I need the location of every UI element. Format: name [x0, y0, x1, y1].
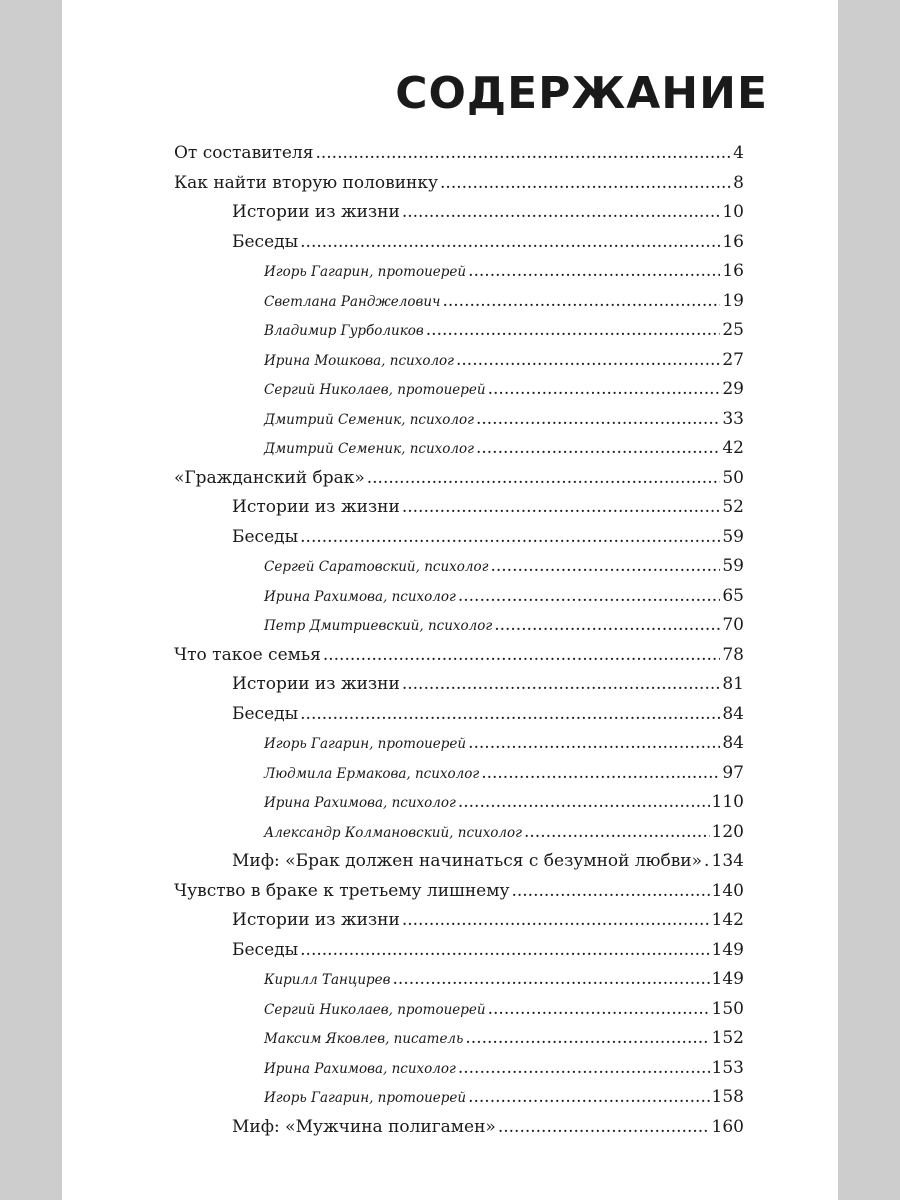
- dot-leader: [393, 969, 710, 989]
- toc-entry-title: Истории из жизни: [232, 674, 400, 694]
- dot-leader: [488, 379, 721, 399]
- toc-entry-page-number: 153: [711, 1057, 744, 1078]
- dot-leader: [440, 173, 731, 193]
- toc-entry: [174, 851, 744, 881]
- toc-entry: [174, 881, 744, 911]
- dot-leader: [300, 527, 720, 547]
- toc-entry-title: Людмила Ермакова, психолог: [264, 765, 480, 782]
- toc-entry-title: Ирина Рахимова, психолог: [264, 588, 456, 605]
- toc-entry-page-number: 16: [722, 231, 744, 252]
- toc-entry-title: Миф: «Брак должен начинаться с безумной любви»: [232, 851, 703, 871]
- toc-entry: [174, 704, 744, 734]
- dot-leader: [511, 881, 709, 901]
- table-of-contents: [174, 143, 744, 1146]
- toc-entry: [174, 556, 744, 586]
- dot-leader: [458, 1058, 710, 1078]
- dot-leader: [498, 1117, 710, 1137]
- toc-entry: [174, 1117, 744, 1147]
- toc-entry: [174, 1028, 744, 1058]
- dot-leader: [300, 232, 720, 252]
- toc-entry: [174, 143, 744, 173]
- toc-entry-page-number: 150: [711, 998, 744, 1019]
- dot-leader: [490, 556, 720, 576]
- dot-leader: [458, 792, 710, 812]
- toc-entry: [174, 1058, 744, 1088]
- toc-entry-title: Александр Колмановский, психолог: [264, 824, 522, 841]
- dot-leader: [481, 763, 720, 783]
- toc-entry-title: Беседы: [232, 939, 299, 960]
- toc-entry: [174, 320, 744, 350]
- toc-entry-title: Чувство в браке к третьему лишнему: [174, 880, 510, 901]
- toc-entry-page-number: 70: [722, 615, 744, 635]
- toc-entry: [174, 674, 744, 704]
- toc-entry-page-number: 134: [711, 851, 744, 871]
- toc-entry-title: Истории из жизни: [232, 910, 400, 930]
- toc-entry: [174, 822, 744, 852]
- dot-leader: [315, 143, 731, 163]
- toc-entry: [174, 940, 744, 970]
- toc-entry-title: Беседы: [232, 526, 299, 547]
- dot-leader: [465, 1028, 709, 1048]
- toc-entry: [174, 438, 744, 468]
- toc-entry-page-number: 84: [722, 703, 744, 724]
- toc-entry: [174, 261, 744, 291]
- toc-entry-page-number: 78: [722, 644, 744, 665]
- toc-entry: [174, 527, 744, 557]
- dot-leader: [476, 438, 720, 458]
- dot-leader: [524, 822, 710, 842]
- toc-entry-title: Игорь Гагарин, протоиерей: [264, 264, 467, 280]
- toc-entry-page-number: 81: [722, 674, 744, 694]
- toc-entry-page-number: 140: [711, 880, 744, 901]
- toc-entry: [174, 202, 744, 232]
- toc-entry-page-number: 84: [722, 733, 744, 753]
- dot-leader: [402, 497, 721, 517]
- toc-entry: [174, 232, 744, 262]
- toc-entry-page-number: 142: [711, 910, 744, 930]
- toc-entry-page-number: 120: [711, 821, 744, 842]
- toc-entry-title: Максим Яковлев, писатель: [264, 1031, 464, 1047]
- toc-entry-title: Игорь Гагарин, протоиерей: [264, 1090, 467, 1106]
- dot-leader: [323, 645, 721, 665]
- dot-leader: [402, 202, 721, 222]
- toc-entry-title: Беседы: [232, 703, 299, 724]
- toc-entry-page-number: 25: [722, 320, 744, 340]
- toc-entry-page-number: 4: [733, 143, 744, 163]
- toc-entry-page-number: 42: [722, 438, 744, 458]
- toc-entry-title: Ирина Рахимова, психолог: [264, 795, 456, 811]
- toc-entry-title: Что такое семья: [174, 644, 321, 665]
- toc-entry-title: Истории из жизни: [232, 497, 400, 517]
- toc-entry: [174, 497, 744, 527]
- dot-leader: [476, 409, 720, 429]
- toc-entry: [174, 615, 744, 645]
- dot-leader: [704, 851, 710, 871]
- dot-leader: [300, 940, 709, 960]
- toc-entry-page-number: 152: [711, 1028, 744, 1048]
- toc-entry: [174, 1087, 744, 1117]
- dot-leader: [468, 733, 720, 753]
- toc-entry-page-number: 19: [722, 290, 744, 311]
- toc-entry-page-number: 160: [711, 1116, 744, 1137]
- toc-entry-title: Петр Дмитриевский, психолог: [264, 618, 493, 634]
- toc-entry-title: Беседы: [232, 231, 299, 252]
- toc-entry: [174, 379, 744, 409]
- toc-entry-page-number: 29: [722, 379, 744, 399]
- dot-leader: [468, 1087, 709, 1107]
- dot-leader: [402, 910, 710, 930]
- toc-entry-page-number: 8: [733, 172, 744, 193]
- toc-entry: [174, 409, 744, 439]
- toc-entry-page-number: 149: [711, 969, 744, 989]
- toc-entry-title: Сергий Николаев, протоиерей: [264, 382, 486, 398]
- dot-leader: [367, 468, 721, 488]
- book-page: [62, 0, 838, 1200]
- toc-entry: [174, 733, 744, 763]
- dot-leader: [442, 291, 720, 311]
- toc-entry-page-number: 50: [722, 467, 744, 488]
- toc-entry: [174, 999, 744, 1029]
- toc-entry-page-number: 97: [722, 762, 744, 783]
- dot-leader: [494, 615, 720, 635]
- toc-entry-page-number: 10: [722, 202, 744, 222]
- toc-entry-page-number: 65: [722, 585, 744, 606]
- toc-entry-title: Миф: «Мужчина полигамен»: [232, 1116, 496, 1137]
- toc-entry: [174, 586, 744, 616]
- toc-entry-page-number: 59: [722, 526, 744, 547]
- toc-entry-title: Дмитрий Семеник, психолог: [264, 441, 474, 457]
- toc-entry-page-number: 16: [722, 261, 744, 281]
- toc-entry-page-number: 33: [722, 408, 744, 429]
- toc-entry-page-number: 59: [722, 556, 744, 576]
- page-title: СОДЕРЖАНИЕ: [395, 68, 768, 119]
- dot-leader: [300, 704, 720, 724]
- toc-entry: [174, 763, 744, 793]
- toc-entry-title: Как найти вторую половинку: [174, 172, 439, 193]
- toc-entry: [174, 969, 744, 999]
- toc-entry-title: Кирилл Танцирев: [264, 972, 391, 988]
- toc-entry-page-number: 158: [711, 1087, 744, 1107]
- toc-entry-title: Владимир Гурболиков: [264, 323, 424, 339]
- toc-entry-title: Ирина Рахимова, психолог: [264, 1060, 456, 1077]
- toc-entry-title: Ирина Мошкова, психолог: [264, 352, 454, 369]
- toc-entry-page-number: 110: [711, 792, 744, 812]
- toc-entry: [174, 792, 744, 822]
- toc-entry-title: Игорь Гагарин, протоиерей: [264, 736, 467, 752]
- dot-leader: [402, 674, 721, 694]
- dot-leader: [456, 350, 720, 370]
- dot-leader: [488, 999, 710, 1019]
- toc-entry-title: Истории из жизни: [232, 202, 400, 222]
- dot-leader: [468, 261, 720, 281]
- dot-leader: [458, 586, 721, 606]
- toc-entry-title: Сергий Николаев, протоиерей: [264, 1001, 486, 1018]
- toc-entry-title: Светлана Ранджелович: [264, 293, 441, 310]
- toc-entry: [174, 910, 744, 940]
- toc-entry-title: Сергей Саратовский, психолог: [264, 559, 489, 575]
- toc-entry-page-number: 149: [711, 939, 744, 960]
- toc-entry-title: От составителя: [174, 143, 314, 163]
- toc-entry: [174, 645, 744, 675]
- toc-entry: [174, 468, 744, 498]
- toc-entry-page-number: 27: [722, 349, 744, 370]
- toc-entry-title: Дмитрий Семеник, психолог: [264, 411, 474, 428]
- toc-entry: [174, 350, 744, 380]
- toc-entry: [174, 291, 744, 321]
- toc-entry-title: «Гражданский брак»: [174, 467, 365, 488]
- dot-leader: [426, 320, 721, 340]
- toc-entry-page-number: 52: [722, 497, 744, 517]
- toc-entry: [174, 173, 744, 203]
